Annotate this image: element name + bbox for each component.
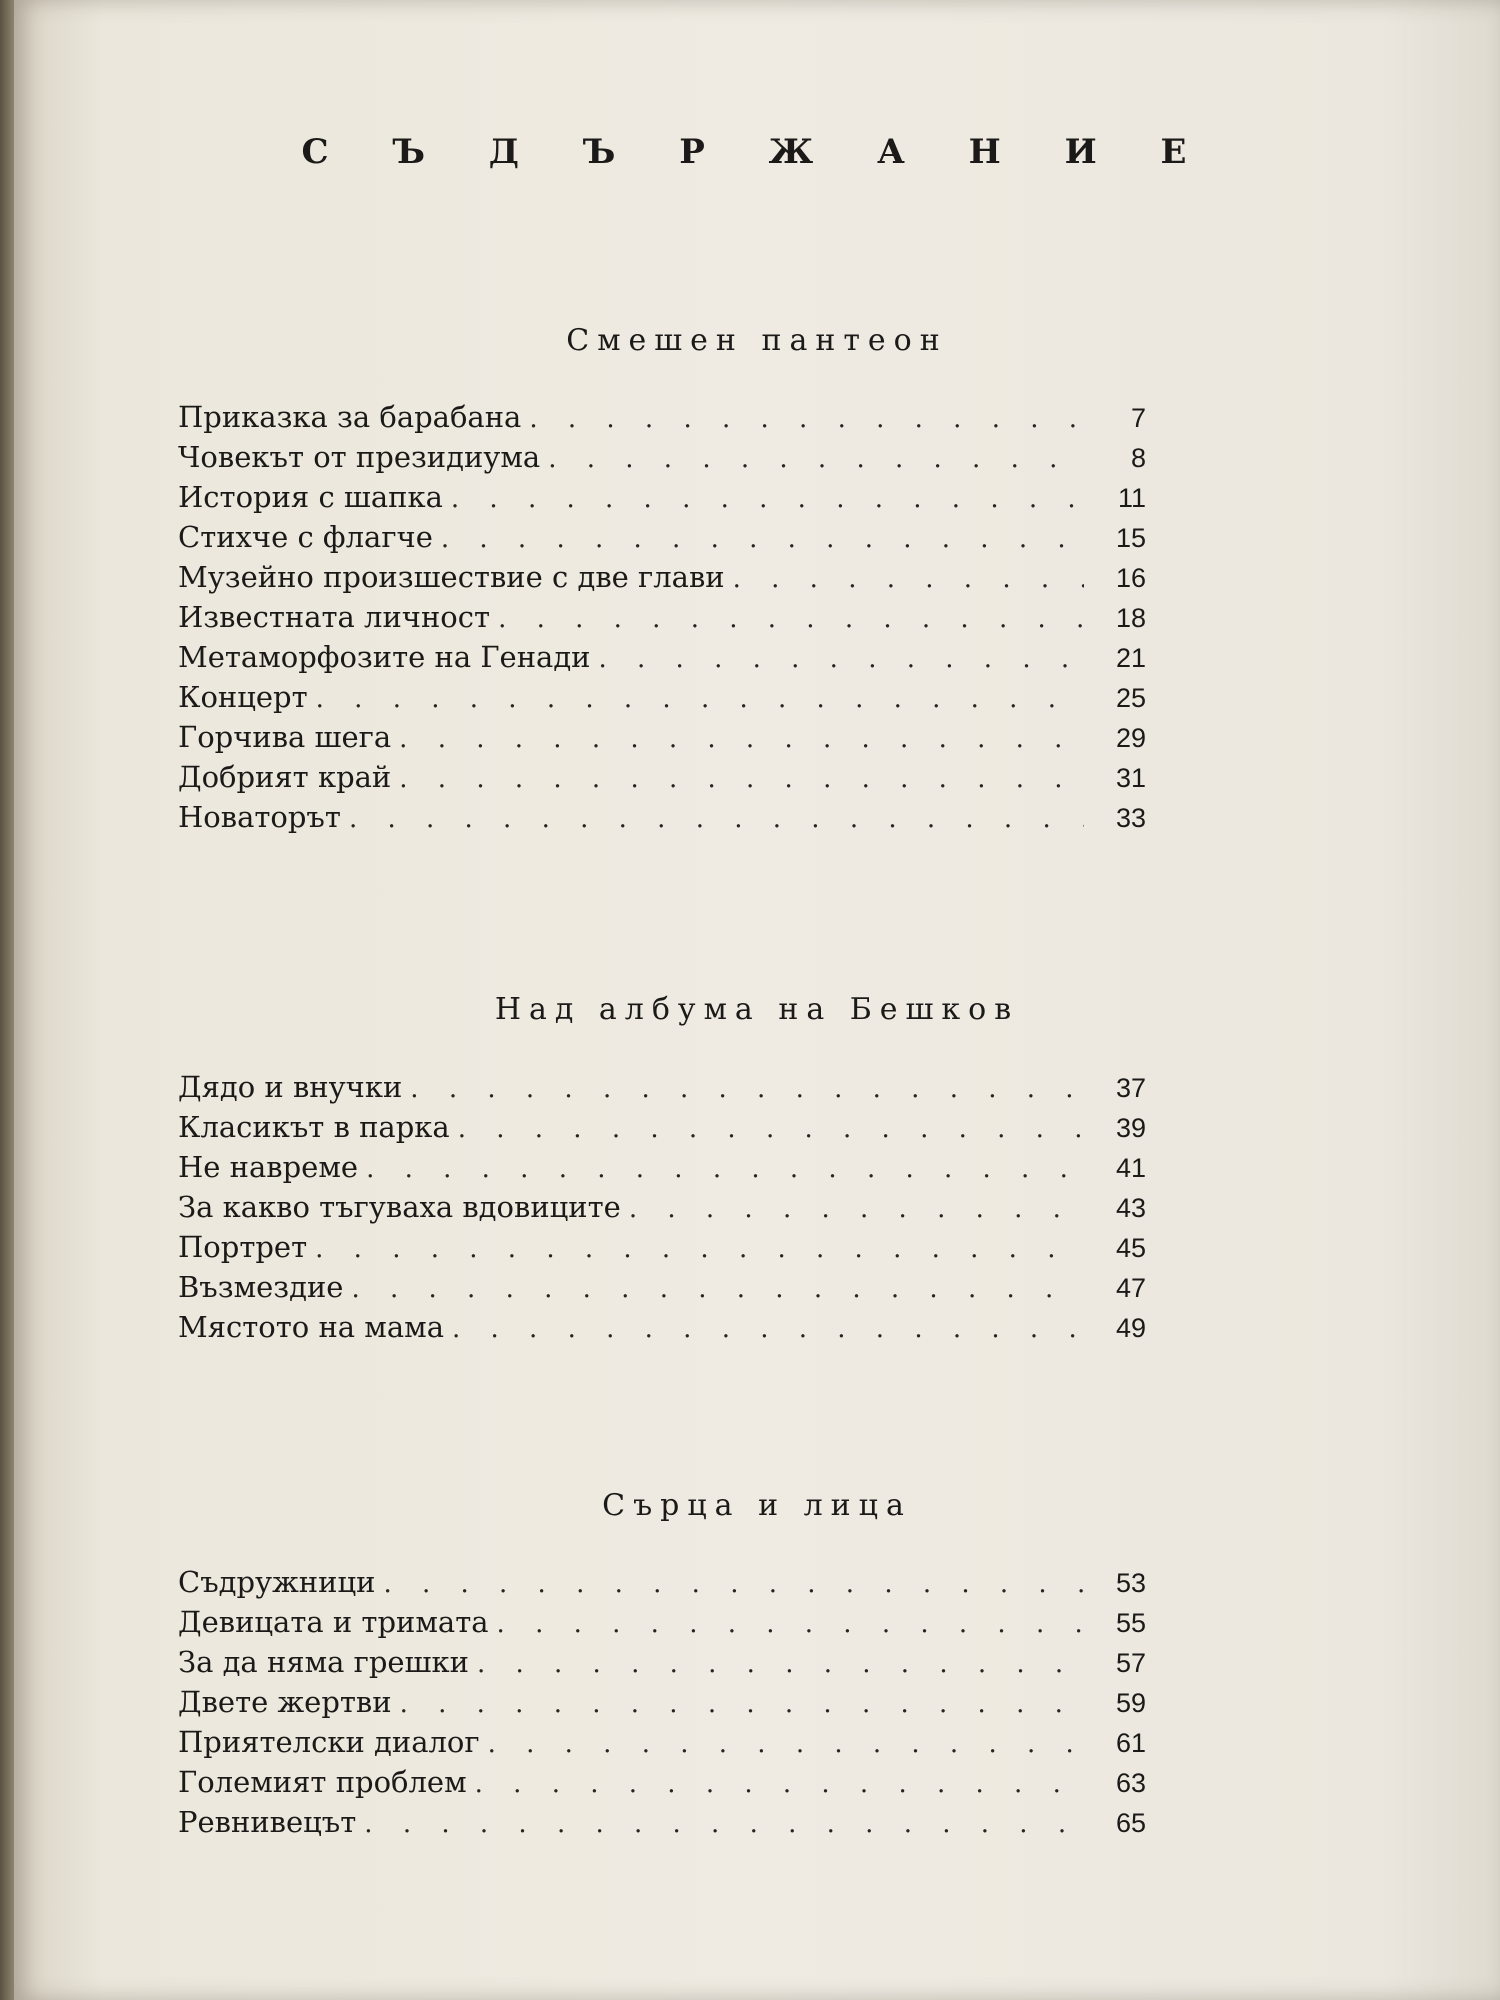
- toc-entry[interactable]: [178, 1805, 1146, 1845]
- toc-entry-page: 45: [1115, 1233, 1146, 1263]
- toc-entry-page: 7: [1130, 403, 1146, 433]
- toc-entry[interactable]: [178, 680, 1146, 720]
- toc-entry-label: Приказка за барабана: [178, 400, 522, 434]
- toc-entry-page: 41: [1115, 1153, 1146, 1183]
- toc-entry-label: Новаторът: [178, 800, 341, 834]
- dot-leader: [599, 644, 1085, 674]
- toc-entry-label: Възмездие: [178, 1270, 344, 1304]
- toc-entry[interactable]: [178, 760, 1146, 800]
- dot-leader: [351, 1274, 1084, 1304]
- toc-entry[interactable]: [178, 1150, 1146, 1190]
- toc-entry-page: 15: [1115, 523, 1146, 553]
- toc-entry-label: Стихче с флагче: [178, 520, 433, 554]
- dot-leader: [315, 1234, 1084, 1264]
- toc-entry-page: 55: [1115, 1608, 1146, 1638]
- toc-entry-label: За да няма грешки: [178, 1645, 469, 1679]
- toc-entry-page: 33: [1115, 803, 1146, 833]
- toc-entry-label: История с шапка: [178, 480, 443, 514]
- toc-list-2: [178, 1070, 1146, 1350]
- toc-entry[interactable]: [178, 800, 1146, 840]
- toc-entry-label: Човекът от президиума: [178, 440, 541, 474]
- toc-entry[interactable]: [178, 400, 1146, 440]
- toc-entry[interactable]: [178, 600, 1146, 640]
- toc-entry-page: 11: [1117, 483, 1146, 513]
- toc-entry-page: 59: [1115, 1688, 1146, 1718]
- dot-leader: [452, 1314, 1084, 1344]
- toc-entry-page: 53: [1115, 1568, 1146, 1598]
- toc-entry-page: 31: [1115, 763, 1146, 793]
- toc-entry-page: 49: [1115, 1313, 1146, 1343]
- toc-entry[interactable]: [178, 1230, 1146, 1270]
- toc-entry[interactable]: [178, 1270, 1146, 1310]
- dot-leader: [400, 1689, 1084, 1719]
- dot-leader: [529, 404, 1084, 434]
- toc-entry-label: Мястото на мама: [178, 1310, 444, 1344]
- toc-entry[interactable]: [178, 640, 1146, 680]
- toc-entry[interactable]: [178, 1605, 1146, 1645]
- toc-entry[interactable]: [178, 1190, 1146, 1230]
- toc-entry-label: Музейно произшествие с две глави: [178, 560, 725, 594]
- section-title-3: Сърца и лица: [602, 1488, 912, 1523]
- dot-leader: [441, 524, 1084, 554]
- toc-entry-label: Дядо и внучки: [178, 1070, 403, 1104]
- toc-entry-label: Известната личност: [178, 600, 491, 634]
- dot-leader: [399, 764, 1084, 794]
- dot-leader: [451, 484, 1084, 514]
- toc-entry[interactable]: [178, 1565, 1146, 1605]
- dot-leader: [733, 564, 1084, 594]
- toc-entry-label: Ревнивецът: [178, 1805, 357, 1839]
- dot-leader: [410, 1074, 1084, 1104]
- toc-entry-label: Портрет: [178, 1230, 308, 1264]
- dot-leader: [477, 1649, 1084, 1679]
- dot-leader: [629, 1194, 1084, 1224]
- toc-entry-label: Двете жертви: [178, 1685, 392, 1719]
- toc-entry[interactable]: [178, 480, 1146, 520]
- toc-entry[interactable]: [178, 560, 1146, 600]
- toc-entry-label: Приятелски диалог: [178, 1725, 480, 1759]
- toc-entry-label: Девицата и тримата: [178, 1605, 489, 1639]
- toc-entry-page: 8: [1130, 443, 1146, 473]
- toc-entry[interactable]: [178, 1645, 1146, 1685]
- toc-entry-label: Класикът в парка: [178, 1110, 450, 1144]
- toc-entry[interactable]: [178, 1725, 1146, 1765]
- toc-entry-label: Големият проблем: [178, 1765, 467, 1799]
- toc-entry[interactable]: [178, 440, 1146, 480]
- dot-leader: [497, 1609, 1084, 1639]
- toc-entry-label: Съдружници: [178, 1565, 376, 1599]
- section-title-2: Над албума на Бешков: [494, 992, 1020, 1027]
- dot-leader: [548, 444, 1084, 474]
- toc-entry[interactable]: [178, 1310, 1146, 1350]
- toc-entry-label: Концерт: [178, 680, 308, 714]
- toc-entry-page: 57: [1115, 1648, 1146, 1678]
- dot-leader: [458, 1114, 1084, 1144]
- toc-entry-label: Добрият край: [178, 760, 392, 794]
- toc-entry[interactable]: [178, 520, 1146, 560]
- toc-entry-page: 18: [1115, 603, 1146, 633]
- dot-leader: [364, 1809, 1084, 1839]
- toc-entry-label: Горчива шега: [178, 720, 392, 754]
- toc-entry-label: Метаморфозите на Генади: [178, 640, 591, 674]
- dot-leader: [399, 724, 1084, 754]
- dot-leader: [383, 1569, 1084, 1599]
- toc-entry-page: 65: [1115, 1808, 1146, 1838]
- toc-entry[interactable]: [178, 1070, 1146, 1110]
- toc-entry-page: 63: [1115, 1768, 1146, 1798]
- toc-list-3: [178, 1565, 1146, 1845]
- dot-leader: [316, 684, 1084, 714]
- toc-entry-page: 29: [1115, 723, 1146, 753]
- dot-leader: [366, 1154, 1084, 1184]
- dot-leader: [488, 1729, 1084, 1759]
- section-title-1: Смешен пантеон: [566, 323, 948, 358]
- dot-leader: [349, 804, 1084, 834]
- toc-entry[interactable]: [178, 1110, 1146, 1150]
- toc-entry[interactable]: [178, 720, 1146, 760]
- toc-entry-page: 37: [1115, 1073, 1146, 1103]
- toc-entry-page: 61: [1115, 1728, 1146, 1758]
- toc-entry[interactable]: [178, 1765, 1146, 1805]
- dot-leader: [475, 1769, 1084, 1799]
- toc-entry-page: 39: [1115, 1113, 1146, 1143]
- toc-entry-page: 43: [1115, 1193, 1146, 1223]
- toc-entry-page: 16: [1115, 563, 1146, 593]
- toc-entry-label: Не навреме: [178, 1150, 359, 1184]
- toc-entry-page: 25: [1115, 683, 1146, 713]
- page-title: С Ъ Д Ъ Р Ж А Н И Е: [301, 132, 1213, 172]
- dot-leader: [498, 604, 1084, 634]
- toc-entry-label: За какво тъгуваха вдовиците: [178, 1190, 621, 1224]
- book-page: [14, 0, 1500, 2000]
- toc-entry-page: 47: [1115, 1273, 1146, 1303]
- toc-list-1: [178, 400, 1146, 840]
- toc-entry-page: 21: [1115, 643, 1146, 673]
- toc-entry[interactable]: [178, 1685, 1146, 1725]
